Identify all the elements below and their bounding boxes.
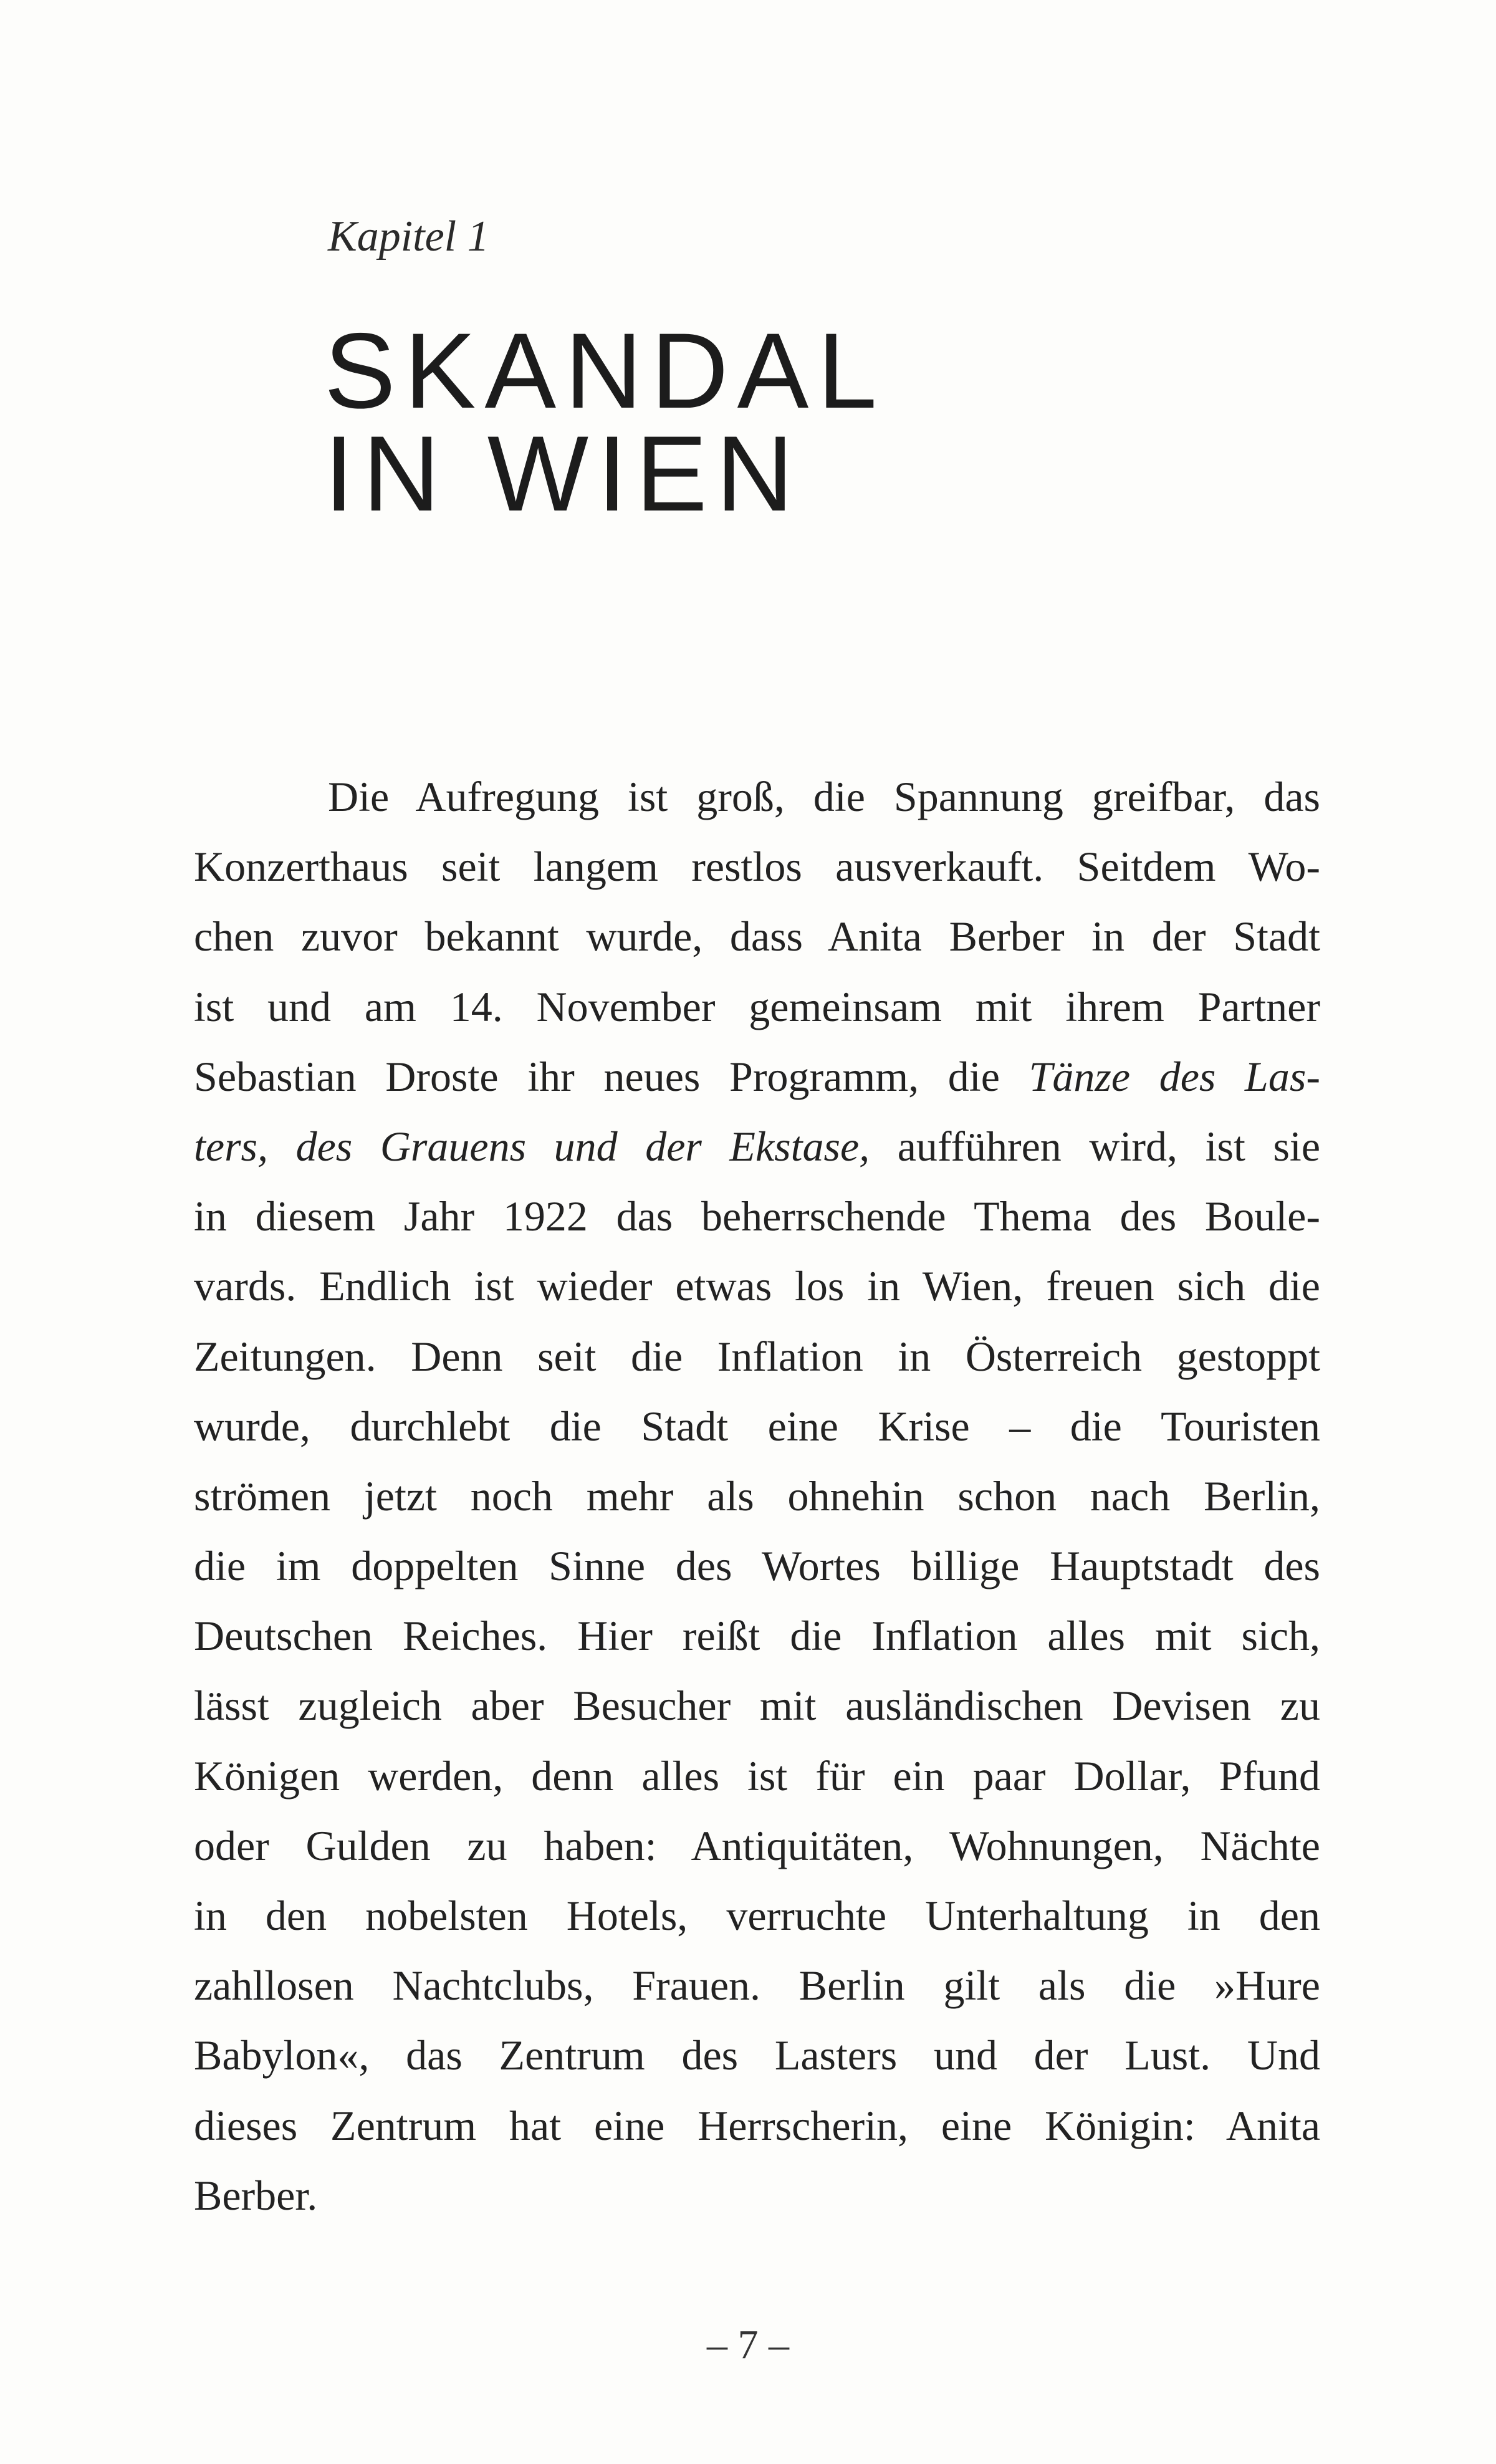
text-line: vards. Endlich ist wieder etwas los in Wien, freuen sich die [194, 1262, 1320, 1310]
text-segment: aufführen wird, ist sie [870, 1122, 1320, 1170]
italic-title-segment: Tänze des Las- [1028, 1052, 1320, 1100]
text-line: zahllosen Nachtclubs, Frauen. Berlin gilt als die »Hure [194, 1962, 1320, 2010]
text-line: ist und am 14. November gemeinsam mit ihrem Partner [194, 982, 1320, 1030]
text-line: die im doppelten Sinne des Wortes billige Hauptstadt des [194, 1542, 1320, 1590]
text-line: in den nobelsten Hotels, verruchte Unterhaltung in den [194, 1892, 1320, 1939]
text-line: Babylon«, das Zentrum des Lasters und der Lust. Und [194, 2031, 1320, 2079]
text-segment: Sebastian Droste ihr neues Programm, die [194, 1052, 1029, 1100]
chapter-title-line: IN WIEN [324, 414, 802, 534]
body-text [194, 762, 1320, 2230]
text-line: in diesem Jahr 1922 das beherrschende Thema des Boule- [194, 1192, 1320, 1240]
italic-title-segment: ters, des Grauens und der Ekstase, [194, 1122, 870, 1170]
text-line: wurde, durchlebt die Stadt eine Krise – die Touristen [194, 1402, 1320, 1450]
text-line: dieses Zentrum hat eine Herrscherin, eine Königin: Anita [194, 2101, 1320, 2149]
text-line [194, 1111, 1320, 1181]
text-line: Deutschen Reiches. Hier reißt die Inflation alles mit sich, [194, 1612, 1320, 1660]
text-line: oder Gulden zu haben: Antiquitäten, Wohnungen, Nächte [194, 1821, 1320, 1869]
chapter-label: Kapitel 1 [328, 213, 489, 261]
text-line: strömen jetzt noch mehr als ohnehin schon nach Berlin, [194, 1472, 1320, 1520]
text-line: Zeitungen. Denn seit die Inflation in Österreich gestoppt [194, 1332, 1320, 1380]
text-line: Königen werden, denn alles ist für ein paar Dollar, Pfund [194, 1752, 1320, 1800]
text-line: chen zuvor bekannt wurde, dass Anita Berber in der Stadt [194, 913, 1320, 961]
text-line: Die Aufregung ist groß, die Spannung greifbar, das [328, 773, 1320, 820]
chapter-title [324, 311, 886, 534]
text-line: lässt zugleich aber Besucher mit ausländischen Devisen zu [194, 1682, 1320, 1730]
text-line [194, 1042, 1320, 1111]
text-line: Konzerthaus seit langem restlos ausverkauft. Seitdem Wo- [194, 843, 1320, 891]
chapter-title-line: SKANDAL [324, 311, 886, 431]
page-number: – 7 – [707, 2322, 789, 2367]
text-line: Berber. [194, 2171, 318, 2219]
